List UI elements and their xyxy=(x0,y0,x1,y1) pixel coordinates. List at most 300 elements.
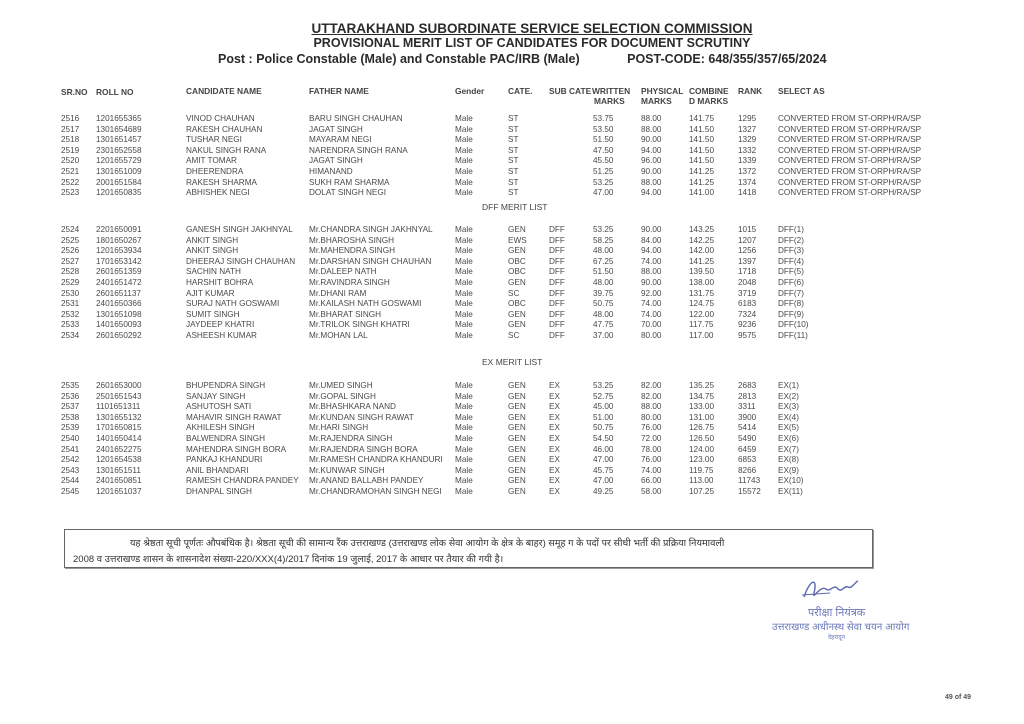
cell-gender: Male xyxy=(455,267,473,277)
table-row xyxy=(0,135,1024,145)
table-row xyxy=(0,455,1024,465)
cell-sr-no: 2534 xyxy=(61,331,80,340)
cell-sr-no: 2531 xyxy=(61,299,80,309)
cell-select-as: DFF(11) xyxy=(778,331,808,340)
note-line-1: यह श्रेष्ठता सूची पूर्णतः औपबंधिक है। श्रेष्ठता सूची की सामान्य रैंक उत्तराखण्ड (उत्तराखण्ड लोक सेवा आयोग के क्षेत्र के बाहर) समूह ग के पदों पर सीधी भर्ती की प्रक्रिया नियमावली xyxy=(130,538,725,549)
cell-combined-marks: 126.75 xyxy=(689,423,715,433)
cell-category: GEN xyxy=(508,278,526,287)
section-title: EX MERIT LIST xyxy=(482,357,543,367)
table-row xyxy=(0,381,1024,391)
col-physical-line2: MARKS xyxy=(641,96,672,106)
cell-combined-marks: 117.75 xyxy=(689,320,714,330)
cell-physical-marks: 76.00 xyxy=(641,423,662,433)
cell-category: OBC xyxy=(508,299,526,309)
cell-sub-category: DFF xyxy=(549,267,565,277)
cell-rank: 11743 xyxy=(738,476,761,486)
cell-candidate-name: DHEERENDRA xyxy=(186,167,244,176)
cell-candidate-name: DHANPAL SINGH xyxy=(186,487,252,496)
cell-sr-no: 2541 xyxy=(61,444,80,454)
cell-category: SC xyxy=(508,331,520,340)
cell-father-name: Mr.BHAROSHA SINGH xyxy=(309,235,395,245)
cell-rank: 8266 xyxy=(738,465,757,475)
cell-gender: Male xyxy=(455,412,473,422)
cell-select-as: EX(2) xyxy=(778,391,799,401)
table-row xyxy=(0,167,1024,177)
cell-candidate-name: AKHILESH SINGH xyxy=(186,423,255,433)
cell-gender: Male xyxy=(455,246,473,256)
cell-combined-marks: 138.00 xyxy=(689,278,715,287)
cell-gender: Male xyxy=(455,114,473,123)
cell-roll-no: 2401652275 xyxy=(96,444,142,454)
cell-rank: 1397 xyxy=(738,256,757,266)
cell-sub-category: DFF xyxy=(549,309,565,319)
cell-select-as: DFF(6) xyxy=(778,278,804,287)
signature-block xyxy=(770,575,970,650)
cell-select-as: EX(3) xyxy=(778,402,799,412)
cell-category: GEN xyxy=(508,246,526,256)
table-row xyxy=(0,278,1024,288)
cell-category: GEN xyxy=(508,402,526,412)
cell-gender: Male xyxy=(455,434,473,443)
signature-mark-icon xyxy=(800,575,860,605)
cell-written-marks: 58.25 xyxy=(593,235,614,245)
cell-sub-category: EX xyxy=(549,402,560,412)
col-roll-no: ROLL NO xyxy=(96,87,134,97)
cell-candidate-name: SACHIN NATH xyxy=(186,267,241,277)
cell-category: GEN xyxy=(508,309,526,319)
cell-candidate-name: MAHAVIR SINGH RAWAT xyxy=(186,412,282,422)
cell-category: GEN xyxy=(508,381,526,390)
cell-gender: Male xyxy=(455,476,473,486)
cell-physical-marks: 88.00 xyxy=(641,124,662,134)
cell-father-name: Mr.ANAND BALLABH PANDEY xyxy=(309,476,424,486)
section-title: DFF MERIT LIST xyxy=(482,202,548,212)
cell-written-marks: 47.00 xyxy=(593,188,614,198)
cell-father-name: Mr.RAMESH CHANDRA KHANDURI xyxy=(309,455,443,465)
cell-select-as: CONVERTED FROM ST-ORPH/RA/SP xyxy=(778,145,922,155)
cell-combined-marks: 131.00 xyxy=(689,412,715,422)
cell-combined-marks: 135.25 xyxy=(689,381,715,390)
cell-category: ST xyxy=(508,188,519,198)
cell-rank: 3719 xyxy=(738,288,757,298)
col-physical-marks xyxy=(641,86,683,106)
col-father-name: FATHER NAME xyxy=(309,86,369,96)
cell-combined-marks: 139.50 xyxy=(689,267,715,277)
cell-rank: 1418 xyxy=(738,188,757,198)
cell-category: GEN xyxy=(508,320,526,330)
cell-sr-no: 2537 xyxy=(61,402,80,412)
cell-candidate-name: ASHUTOSH SATI xyxy=(186,402,252,412)
cell-candidate-name: SUMIT SINGH xyxy=(186,309,240,319)
cell-sub-category: EX xyxy=(549,455,560,465)
cell-physical-marks: 88.00 xyxy=(641,114,662,123)
cell-sr-no: 2543 xyxy=(61,465,80,475)
cell-sr-no: 2523 xyxy=(61,188,80,198)
table-row xyxy=(0,466,1024,476)
post-code: POST-CODE: 648/355/357/65/2024 xyxy=(627,52,827,66)
cell-written-marks: 54.50 xyxy=(593,434,614,443)
cell-category: GEN xyxy=(508,423,526,433)
cell-father-name: JAGAT SINGH xyxy=(309,156,363,166)
cell-sr-no: 2544 xyxy=(61,476,80,486)
cell-candidate-name: BALWENDRA SINGH xyxy=(186,434,266,443)
cell-sub-category: EX xyxy=(549,465,560,475)
cell-candidate-name: VINOD CHAUHAN xyxy=(186,114,255,123)
cell-category: OBC xyxy=(508,267,526,277)
cell-sub-category: EX xyxy=(549,391,560,401)
cell-category: SC xyxy=(508,288,520,298)
cell-written-marks: 49.25 xyxy=(593,487,614,496)
cell-father-name: DOLAT SINGH NEGI xyxy=(309,188,387,198)
cell-select-as: CONVERTED FROM ST-ORPH/RA/SP xyxy=(778,167,922,176)
cell-select-as: CONVERTED FROM ST-ORPH/RA/SP xyxy=(778,124,922,134)
cell-candidate-name: ANKIT SINGH xyxy=(186,235,239,245)
cell-candidate-name: PANKAJ KHANDURI xyxy=(186,455,263,465)
cell-category: EWS xyxy=(508,235,527,245)
cell-category: OBC xyxy=(508,256,526,266)
cell-father-name: Mr.RAVINDRA SINGH xyxy=(309,278,390,287)
cell-physical-marks: 76.00 xyxy=(641,455,662,465)
cell-physical-marks: 78.00 xyxy=(641,444,662,454)
cell-written-marks: 51.50 xyxy=(593,135,614,145)
cell-category: GEN xyxy=(508,487,526,496)
cell-combined-marks: 142.00 xyxy=(689,246,715,256)
signatory-place: देहरादून xyxy=(828,635,845,641)
cell-candidate-name: HARSHIT BOHRA xyxy=(186,278,254,287)
cell-sub-category: DFF xyxy=(549,235,565,245)
cell-sub-category: EX xyxy=(549,423,560,433)
cell-gender: Male xyxy=(455,465,473,475)
cell-select-as: DFF(3) xyxy=(778,246,804,256)
cell-written-marks: 50.75 xyxy=(593,299,614,309)
cell-candidate-name: ANIL BHANDARI xyxy=(186,465,249,475)
cell-rank: 1332 xyxy=(738,145,757,155)
cell-father-name: NARENDRA SINGH RANA xyxy=(309,145,408,155)
cell-written-marks: 51.00 xyxy=(593,412,614,422)
cell-select-as: DFF(8) xyxy=(778,299,804,309)
cell-gender: Male xyxy=(455,177,473,187)
cell-rank: 1015 xyxy=(738,225,757,234)
table-row xyxy=(0,423,1024,433)
cell-sub-category: DFF xyxy=(549,246,565,256)
cell-candidate-name: ABHISHEK NEGI xyxy=(186,188,250,198)
cell-sr-no: 2517 xyxy=(61,124,80,134)
cell-written-marks: 45.75 xyxy=(593,465,614,475)
cell-combined-marks: 141.50 xyxy=(689,124,715,134)
cell-written-marks: 47.00 xyxy=(593,455,614,465)
table-row xyxy=(0,331,1024,341)
cell-category: GEN xyxy=(508,412,526,422)
cell-category: GEN xyxy=(508,476,526,486)
cell-sr-no: 2520 xyxy=(61,156,80,166)
table-row xyxy=(0,188,1024,198)
table-row xyxy=(0,146,1024,156)
col-rank: RANK xyxy=(738,86,763,96)
cell-select-as: EX(8) xyxy=(778,455,799,465)
cell-sub-category: DFF xyxy=(549,331,565,340)
cell-sr-no: 2542 xyxy=(61,455,80,465)
cell-combined-marks: 126.50 xyxy=(689,434,715,443)
cell-combined-marks: 133.00 xyxy=(689,402,715,412)
cell-sub-category: EX xyxy=(549,444,560,454)
cell-sr-no: 2529 xyxy=(61,278,80,287)
cell-physical-marks: 80.00 xyxy=(641,331,662,340)
cell-sr-no: 2533 xyxy=(61,320,80,330)
post-name: Post : Police Constable (Male) and Constable PAC/IRB (Male) xyxy=(218,52,580,66)
cell-select-as: DFF(10) xyxy=(778,320,809,330)
cell-gender: Male xyxy=(455,156,473,166)
cell-father-name: Mr.TRILOK SINGH KHATRI xyxy=(309,320,410,330)
cell-candidate-name: ASHEESH KUMAR xyxy=(186,331,257,340)
cell-candidate-name: NAKUL SINGH RANA xyxy=(186,145,267,155)
cell-written-marks: 51.25 xyxy=(593,167,614,176)
cell-physical-marks: 74.00 xyxy=(641,309,662,319)
cell-roll-no: 2601650292 xyxy=(96,331,142,340)
cell-gender: Male xyxy=(455,235,473,245)
cell-combined-marks: 141.50 xyxy=(689,135,715,145)
cell-roll-no: 2401650851 xyxy=(96,476,142,486)
cell-rank: 5414 xyxy=(738,423,757,433)
cell-written-marks: 47.50 xyxy=(593,145,614,155)
cell-physical-marks: 74.00 xyxy=(641,256,662,266)
cell-roll-no: 1201655365 xyxy=(96,114,142,123)
cell-gender: Male xyxy=(455,124,473,134)
cell-candidate-name: RAKESH SHARMA xyxy=(186,177,257,187)
note-line-2: 2008 व उत्तराखण्ड शासन के शासनादेश संख्या-220/XXX(4)/2017 दिनांक 19 जुलाई, 2017 के आधार पर तैयार की गयी है। xyxy=(73,554,504,565)
cell-candidate-name: RAKESH CHAUHAN xyxy=(186,124,263,134)
cell-select-as: DFF(1) xyxy=(778,225,804,234)
cell-gender: Male xyxy=(455,256,473,266)
cell-father-name: Mr.RAJENDRA SINGH xyxy=(309,434,393,443)
cell-sr-no: 2536 xyxy=(61,391,80,401)
cell-physical-marks: 58.00 xyxy=(641,487,662,496)
table-row xyxy=(0,434,1024,444)
document-title: PROVISIONAL MERIT LIST OF CANDIDATES FOR DOCUMENT SCRUTINY xyxy=(313,36,751,50)
cell-combined-marks: 141.25 xyxy=(689,167,715,176)
cell-select-as: EX(10) xyxy=(778,476,804,486)
cell-rank: 6459 xyxy=(738,444,757,454)
cell-select-as: DFF(7) xyxy=(778,288,804,298)
cell-father-name: Mr.KUNWAR SINGH xyxy=(309,465,385,475)
cell-candidate-name: SANJAY SINGH xyxy=(186,391,246,401)
cell-rank: 9236 xyxy=(738,320,757,330)
cell-category: ST xyxy=(508,114,519,123)
col-written-marks xyxy=(592,86,630,106)
cell-sub-category: EX xyxy=(549,434,560,443)
col-sr-no: SR.NO xyxy=(61,87,88,97)
cell-rank: 6183 xyxy=(738,299,757,309)
cell-category: ST xyxy=(508,124,519,134)
cell-roll-no: 2601651137 xyxy=(96,288,141,298)
cell-sr-no: 2539 xyxy=(61,423,80,433)
cell-candidate-name: MAHENDRA SINGH BORA xyxy=(186,444,287,454)
cell-candidate-name: SURAJ NATH GOSWAMI xyxy=(186,299,280,309)
cell-rank: 2813 xyxy=(738,391,757,401)
cell-physical-marks: 88.00 xyxy=(641,402,662,412)
cell-physical-marks: 92.00 xyxy=(641,288,662,298)
col-select-as: SELECT AS xyxy=(778,86,825,96)
cell-written-marks: 53.50 xyxy=(593,124,614,134)
cell-physical-marks: 94.00 xyxy=(641,188,662,198)
cell-sub-category: DFF xyxy=(549,299,565,309)
cell-combined-marks: 117.00 xyxy=(689,331,714,340)
cell-category: GEN xyxy=(508,465,526,475)
cell-category: GEN xyxy=(508,455,526,465)
cell-written-marks: 53.25 xyxy=(593,225,614,234)
cell-select-as: CONVERTED FROM ST-ORPH/RA/SP xyxy=(778,135,922,145)
cell-select-as: EX(4) xyxy=(778,412,799,422)
cell-rank: 15572 xyxy=(738,487,761,496)
cell-roll-no: 2001651584 xyxy=(96,177,142,187)
cell-combined-marks: 141.25 xyxy=(689,256,715,266)
cell-roll-no: 1301651098 xyxy=(96,309,142,319)
table-row xyxy=(0,156,1024,166)
cell-rank: 2048 xyxy=(738,278,757,287)
cell-select-as: CONVERTED FROM ST-ORPH/RA/SP xyxy=(778,114,922,123)
cell-candidate-name: AJIT KUMAR xyxy=(186,288,235,298)
cell-physical-marks: 72.00 xyxy=(641,434,662,443)
cell-select-as: CONVERTED FROM ST-ORPH/RA/SP xyxy=(778,188,922,198)
cell-sr-no: 2521 xyxy=(61,167,80,176)
cell-father-name: Mr.DHANI RAM xyxy=(309,288,367,298)
cell-roll-no: 1201654538 xyxy=(96,455,142,465)
cell-candidate-name: JAYDEEP KHATRI xyxy=(186,320,255,330)
cell-roll-no: 1301651457 xyxy=(96,135,142,145)
cell-sub-category: EX xyxy=(549,412,560,422)
cell-written-marks: 48.00 xyxy=(593,278,614,287)
cell-gender: Male xyxy=(455,381,473,390)
cell-sr-no: 2522 xyxy=(61,177,80,187)
table-row xyxy=(0,125,1024,135)
cell-select-as: DFF(9) xyxy=(778,309,804,319)
cell-roll-no: 1201653934 xyxy=(96,246,142,256)
cell-sub-category: DFF xyxy=(549,225,565,234)
cell-combined-marks: 141.50 xyxy=(689,145,715,155)
cell-category: ST xyxy=(508,167,519,176)
cell-roll-no: 2301652558 xyxy=(96,145,142,155)
cell-candidate-name: DHEERAJ SINGH CHAUHAN xyxy=(186,256,296,266)
table-row xyxy=(0,246,1024,256)
col-combined-line2: D MARKS xyxy=(689,96,729,106)
cell-select-as: CONVERTED FROM ST-ORPH/RA/SP xyxy=(778,177,922,187)
cell-rank: 1329 xyxy=(738,135,757,145)
cell-combined-marks: 123.00 xyxy=(689,455,715,465)
cell-candidate-name: ANKIT SINGH xyxy=(186,246,239,256)
table-row xyxy=(0,476,1024,486)
cell-roll-no: 1201650835 xyxy=(96,188,142,198)
cell-father-name: Mr.CHANDRAMOHAN SINGH NEGI xyxy=(309,487,442,496)
cell-combined-marks: 143.25 xyxy=(689,225,715,234)
cell-written-marks: 39.75 xyxy=(593,288,614,298)
cell-father-name: Mr.GOPAL SINGH xyxy=(309,391,376,401)
cell-father-name: Mr.RAJENDRA SINGH BORA xyxy=(309,444,418,454)
col-physical-line1: PHYSICAL xyxy=(641,86,684,96)
cell-category: ST xyxy=(508,135,519,145)
cell-gender: Male xyxy=(455,288,473,298)
cell-rank: 5490 xyxy=(738,434,757,443)
cell-written-marks: 50.75 xyxy=(593,423,614,433)
table-row xyxy=(0,445,1024,455)
cell-select-as: CONVERTED FROM ST-ORPH/RA/SP xyxy=(778,156,922,166)
cell-father-name: Mr.CHANDRA SINGH JAKHNYAL xyxy=(309,225,433,234)
cell-roll-no: 2601651359 xyxy=(96,267,142,277)
table-row xyxy=(0,289,1024,299)
cell-father-name: Mr.BHASHKARA NAND xyxy=(309,402,396,412)
cell-physical-marks: 90.00 xyxy=(641,135,662,145)
cell-rank: 1207 xyxy=(738,235,757,245)
cell-father-name: HIMANAND xyxy=(309,167,353,176)
cell-written-marks: 53.25 xyxy=(593,177,614,187)
cell-select-as: EX(9) xyxy=(778,465,799,475)
cell-gender: Male xyxy=(455,188,473,198)
cell-candidate-name: TUSHAR NEGI xyxy=(186,135,242,145)
cell-rank: 1339 xyxy=(738,156,757,166)
cell-combined-marks: 141.00 xyxy=(689,188,715,198)
cell-sr-no: 2518 xyxy=(61,135,80,145)
cell-physical-marks: 82.00 xyxy=(641,381,662,390)
cell-sr-no: 2519 xyxy=(61,145,80,155)
cell-rank: 1295 xyxy=(738,114,757,123)
cell-written-marks: 53.75 xyxy=(593,114,614,123)
cell-sub-category: DFF xyxy=(549,278,565,287)
cell-rank: 6853 xyxy=(738,455,757,465)
cell-candidate-name: RAMESH CHANDRA PANDEY xyxy=(186,476,299,486)
cell-rank: 1718 xyxy=(738,267,757,277)
cell-father-name: Mr.BHARAT SINGH xyxy=(309,309,382,319)
cell-written-marks: 37.00 xyxy=(593,331,614,340)
cell-select-as: DFF(4) xyxy=(778,256,804,266)
cell-gender: Male xyxy=(455,135,473,145)
cell-rank: 1256 xyxy=(738,246,757,256)
cell-sr-no: 2540 xyxy=(61,434,80,443)
col-category: CATE. xyxy=(508,86,533,96)
cell-combined-marks: 119.75 xyxy=(689,465,714,475)
cell-physical-marks: 90.00 xyxy=(641,167,662,176)
cell-roll-no: 2401650366 xyxy=(96,299,142,309)
cell-sub-category: EX xyxy=(549,381,560,390)
cell-roll-no: 1301651511 xyxy=(96,465,141,475)
cell-candidate-name: BHUPENDRA SINGH xyxy=(186,381,266,390)
cell-gender: Male xyxy=(455,402,473,412)
cell-combined-marks: 124.75 xyxy=(689,299,715,309)
cell-rank: 1374 xyxy=(738,177,757,187)
cell-roll-no: 2601653000 xyxy=(96,381,142,390)
table-row xyxy=(0,225,1024,235)
cell-father-name: BARU SINGH CHAUHAN xyxy=(309,114,403,123)
cell-gender: Male xyxy=(455,444,473,454)
cell-select-as: EX(6) xyxy=(778,434,799,443)
cell-candidate-name: GANESH SINGH JAKHNYAL xyxy=(186,225,293,234)
cell-rank: 1327 xyxy=(738,124,757,134)
cell-combined-marks: 142.25 xyxy=(689,235,715,245)
cell-sr-no: 2532 xyxy=(61,309,80,319)
col-sub-category: SUB CATE xyxy=(549,86,592,96)
table-row xyxy=(0,299,1024,309)
cell-written-marks: 47.00 xyxy=(593,476,614,486)
cell-physical-marks: 82.00 xyxy=(641,391,662,401)
cell-gender: Male xyxy=(455,225,473,234)
cell-roll-no: 2501651543 xyxy=(96,391,142,401)
col-combined-line1: COMBINE xyxy=(689,86,729,96)
signatory-designation: परीक्षा नियंत्रक xyxy=(808,607,866,619)
cell-roll-no: 1801650267 xyxy=(96,235,142,245)
cell-gender: Male xyxy=(455,423,473,433)
table-row xyxy=(0,267,1024,277)
cell-select-as: EX(11) xyxy=(778,487,803,496)
cell-written-marks: 48.00 xyxy=(593,309,614,319)
cell-sub-category: EX xyxy=(549,476,560,486)
table-row xyxy=(0,392,1024,402)
